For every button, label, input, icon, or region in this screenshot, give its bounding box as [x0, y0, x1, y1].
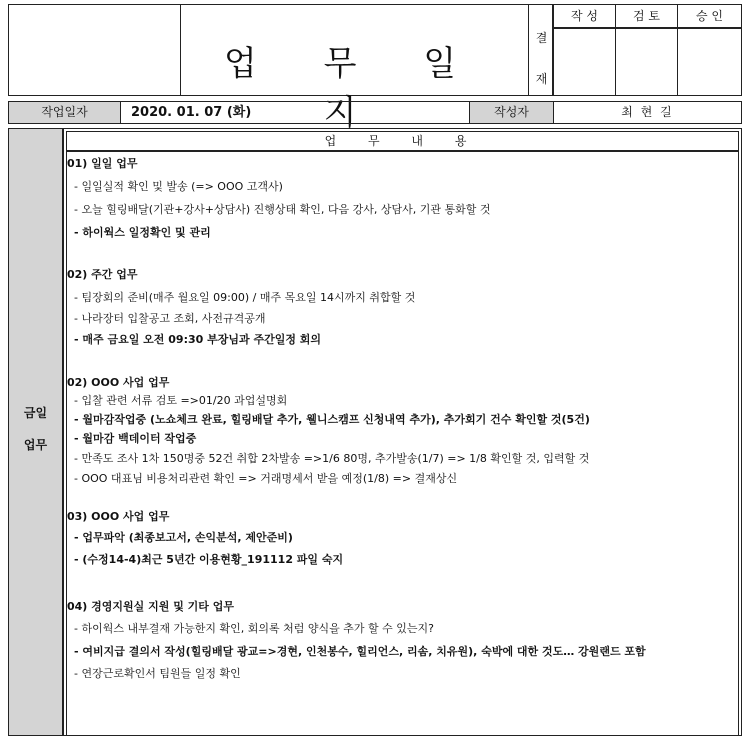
- date-label: 작업일자: [8, 101, 121, 124]
- list-item: - 나라장터 입찰공고 조회, 사전규격공개: [74, 312, 266, 325]
- side-column: [8, 128, 63, 736]
- side-label-bottom: 업무: [23, 438, 48, 452]
- approval-side-label: [528, 4, 553, 96]
- list-item: - 하이웍스 일정확인 및 관리: [74, 226, 211, 239]
- section-title: 03) OOO 사업 업무: [67, 510, 170, 523]
- approval-box-write[interactable]: [553, 28, 616, 96]
- side-label-top: 금일: [23, 406, 48, 420]
- list-item: - 연장근로확인서 팀원들 일정 확인: [74, 667, 241, 680]
- list-item: - OOO 대표님 비용처리관련 확인 => 거래명세서 받을 예정(1/8) => 결재상신: [74, 472, 458, 485]
- list-item: - 오늘 힐링배달(기관+강사+상담사) 진행상태 확인, 다음 강사, 상담사, 기관 통화할 것: [74, 203, 491, 216]
- list-item: - (수정14-4)최근 5년간 이용현황_191112 파일 숙지: [74, 553, 344, 566]
- approval-box-approve[interactable]: [677, 28, 742, 96]
- approval-head-review: 검 토: [615, 4, 678, 28]
- approval-head-approve: 승 인: [677, 4, 742, 28]
- list-item: - 여비지급 결의서 작성(힐링배달 광교=>경현, 인천봉수, 힐리언스, 리솜, 치유원), 숙박에 대한 것도… 강원랜드 포함: [74, 645, 646, 658]
- approval-side-bottom: 재: [535, 72, 548, 86]
- list-item: - 월마감 백데이터 작업중: [74, 432, 197, 445]
- list-item: - 팀장회의 준비(매주 월요일 09:00) / 매주 목요일 14시까지 취합할 것: [74, 291, 416, 304]
- date-value[interactable]: 2020. 01. 07 (화): [120, 101, 470, 124]
- approval-side-top: 결: [535, 31, 548, 45]
- author-value[interactable]: 최 현 길: [553, 101, 742, 124]
- list-item: - 월마감작업중 (노쇼체크 완료, 힐링배달 추가, 웰니스캠프 신청내역 추가), 추가회기 건수 확인할 것(5건): [74, 413, 590, 426]
- content-heading: 업 무 내 용: [66, 131, 739, 152]
- list-item: - 만족도 조사 1차 150명중 52건 취합 2차발송 =>1/6 80명, 추가발송(1/7) => 1/8 확인할 것, 입력할 것: [74, 452, 590, 465]
- author-label: 작성자: [469, 101, 554, 124]
- section-title: 02) 주간 업무: [67, 268, 138, 281]
- approval-box-review[interactable]: [615, 28, 678, 96]
- list-item: - 입찰 관련 서류 검토 =>01/20 과업설명회: [74, 394, 288, 407]
- approval-head-write: 작 성: [553, 4, 616, 28]
- list-item: - 매주 금요일 오전 09:30 부장님과 주간일정 회의: [74, 333, 322, 346]
- list-item: - 업무파악 (최종보고서, 손익분석, 제안준비): [74, 531, 293, 544]
- list-item: - 일일실적 확인 및 발송 (=> OOO 고객사): [74, 180, 283, 193]
- section-title: 04) 경영지원실 지원 및 기타 업무: [67, 600, 234, 613]
- section-title: 02) OOO 사업 업무: [67, 376, 170, 389]
- page-title: 업 무 일 지: [223, 44, 485, 133]
- list-item: - 하이웍스 내부결재 가능한지 확인, 회의록 처럼 양식을 추가 할 수 있는지?: [74, 622, 434, 635]
- section-title: 01) 일일 업무: [67, 157, 138, 170]
